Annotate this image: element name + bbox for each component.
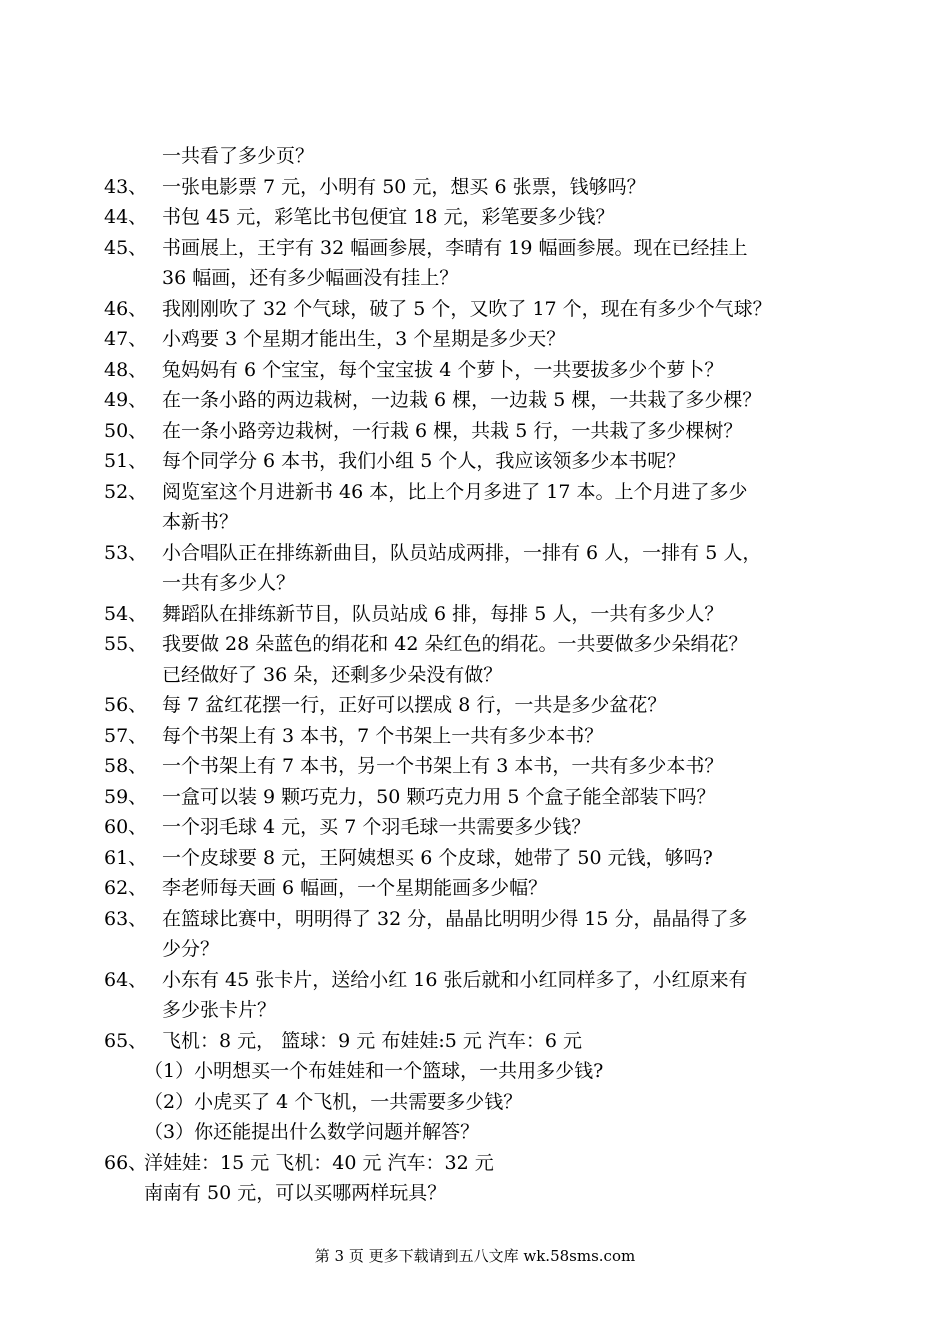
problem-number: 60、 <box>104 816 148 838</box>
problem-item <box>104 751 864 782</box>
problem-list <box>104 141 864 1209</box>
problem-item <box>104 385 864 416</box>
problem-item <box>104 721 864 752</box>
problem-item <box>104 629 864 660</box>
problem-number: 57、 <box>104 724 148 747</box>
problem-number: 62、 <box>104 877 148 899</box>
problem-text-continued: 一共有多少人？ <box>162 572 296 594</box>
problem-item <box>104 1026 864 1057</box>
problem-item <box>104 202 864 233</box>
problem-text: 在一条小路的两边栽树，一边栽 6 棵，一边栽 5 棵，一共栽了多少棵？ <box>162 389 762 411</box>
problem-text-continued: 少分？ <box>162 938 220 960</box>
problem-text: 小东有 45 张卡片，送给小红 16 张后就和小红同样多了，小红原来有 <box>162 968 748 991</box>
problem-number: 50、 <box>104 419 148 442</box>
problem-text: 飞机：8 元， 篮球：9 元 布娃娃:5 元 汽车：6 元 <box>162 1029 583 1052</box>
problem-text: 小合唱队正在排练新曲目，队员站成两排，一排有 6 人，一排有 5 人， <box>162 541 762 564</box>
problem-number: 55、 <box>104 633 148 655</box>
problem-text: 我刚刚吹了 32 个气球，破了 5 个，又吹了 17 个，现在有多少个气球？ <box>162 297 772 320</box>
problem-item <box>104 294 864 325</box>
item65-sub-2: （2）小虎买了 4 个飞机，一共需要多少钱？ <box>144 1090 523 1113</box>
problem-item <box>104 690 864 721</box>
problem-text-continued: 已经做好了 36 朵，还剩多少朵没有做？ <box>162 663 503 686</box>
problem-item <box>104 446 864 477</box>
problem-text: 一个书架上有 7 本书，另一个书架上有 3 本书，一共有多少本书？ <box>162 755 724 777</box>
problem-number: 58、 <box>104 755 148 777</box>
problem-item <box>104 782 864 813</box>
problem-number: 64、 <box>104 968 148 991</box>
problem-text: 在一条小路旁边栽树，一行栽 6 棵，共栽 5 行，一共栽了多少棵树？ <box>162 419 743 442</box>
problem-text-continued: 本新书？ <box>162 511 239 533</box>
problem-number: 56、 <box>104 694 148 716</box>
problem-number: 61、 <box>104 846 148 869</box>
problem-text: 每个书架上有 3 本书，7 个书架上一共有多少本书？ <box>162 724 604 747</box>
problem-number: 44、 <box>104 206 148 228</box>
problem-item <box>104 172 864 203</box>
problem-text: 每个同学分 6 本书，我们小组 5 个人，我应该领多少本书呢？ <box>162 450 686 472</box>
page-footer: 第 3 页 更多下载请到五八文库 wk.58sms.com <box>314 1247 636 1265</box>
problem-text: 一个皮球要 8 元，王阿姨想买 6 个皮球，她带了 50 元钱，够吗? <box>162 846 713 869</box>
item65-sub-3: （3）你还能提出什么数学问题并解答？ <box>144 1121 480 1143</box>
problem-number: 63、 <box>104 907 148 930</box>
problem-text: 一张电影票 7 元，小明有 50 元，想买 6 张票，钱够吗？ <box>162 175 646 198</box>
problem-item <box>104 324 864 355</box>
problem-number: 52、 <box>104 480 148 503</box>
problem-number: 59、 <box>104 785 148 808</box>
continuation-line: 一共看了多少页？ <box>162 145 315 167</box>
problem-text: 一个羽毛球 4 元，买 7 个羽毛球一共需要多少钱？ <box>162 816 591 838</box>
problem-text: 李老师每天画 6 幅画，一个星期能画多少幅？ <box>162 877 548 899</box>
problem-text-continued: 多少张卡片？ <box>162 999 277 1021</box>
problem-number: 47、 <box>104 328 148 350</box>
problem-text: 在篮球比赛中，明明得了 32 分，晶晶比明明少得 15 分，晶晶得了多 <box>162 907 748 930</box>
problem-number: 51、 <box>104 450 148 472</box>
problem-text: 每 7 盆红花摆一行，正好可以摆成 8 行，一共是多少盆花？ <box>162 694 667 716</box>
items-container <box>104 172 864 1057</box>
problem-item <box>104 416 864 447</box>
problem-text: 舞蹈队在排练新节目，队员站成 6 排，每排 5 人，一共有多少人？ <box>162 602 724 625</box>
problem-number: 46、 <box>104 297 148 320</box>
problem-number: 65、 <box>104 1029 148 1052</box>
problem-item <box>104 355 864 386</box>
problem-item <box>104 477 864 508</box>
problem-text: 阅览室这个月进新书 46 本，比上个月多进了 17 本。上个月进了多少 <box>162 480 748 503</box>
problem-item-66 <box>104 1148 864 1179</box>
problem-text: 我要做 28 朵蓝色的绢花和 42 朵红色的绢花。一共要做多少朵绢花？ <box>162 633 748 655</box>
problem-text: 兔妈妈有 6 个宝宝，每个宝宝拔 4 个萝卜，一共要拔多少个萝卜？ <box>162 358 724 381</box>
problem-item <box>104 538 864 569</box>
problem-text: 小鸡要 3 个星期才能出生，3 个星期是多少天？ <box>162 328 566 350</box>
problem-number: 49、 <box>104 389 148 411</box>
problem-item <box>104 843 864 874</box>
item65-sub-1: （1）小明想买一个布娃娃和一个篮球，一共用多少钱? <box>144 1060 604 1082</box>
problem-text: 洋娃娃：15 元 飞机：40 元 汽车：32 元 <box>144 1151 494 1174</box>
problem-number: 43、 <box>104 175 148 198</box>
problem-item <box>104 812 864 843</box>
problem-text-continued: 36 幅画，还有多少幅画没有挂上？ <box>162 267 459 289</box>
problem-item <box>104 599 864 630</box>
problem-text-continued: 南南有 50 元，可以买哪两样玩具？ <box>144 1182 447 1204</box>
problem-item <box>104 904 864 935</box>
problem-number: 45、 <box>104 236 148 259</box>
problem-item <box>104 965 864 996</box>
problem-number: 66、 <box>104 1151 148 1174</box>
problem-number: 48、 <box>104 358 148 381</box>
problem-item <box>104 873 864 904</box>
problem-text: 书画展上，王宇有 32 幅画参展，李晴有 19 幅画参展。现在已经挂上 <box>162 236 748 259</box>
problem-text: 书包 45 元，彩笔比书包便宜 18 元，彩笔要多少钱？ <box>162 206 615 228</box>
problem-item <box>104 233 864 264</box>
problem-number: 53、 <box>104 541 148 564</box>
problem-number: 54、 <box>104 602 148 625</box>
problem-text: 一盒可以装 9 颗巧克力，50 颗巧克力用 5 个盒子能全部装下吗？ <box>162 785 716 808</box>
